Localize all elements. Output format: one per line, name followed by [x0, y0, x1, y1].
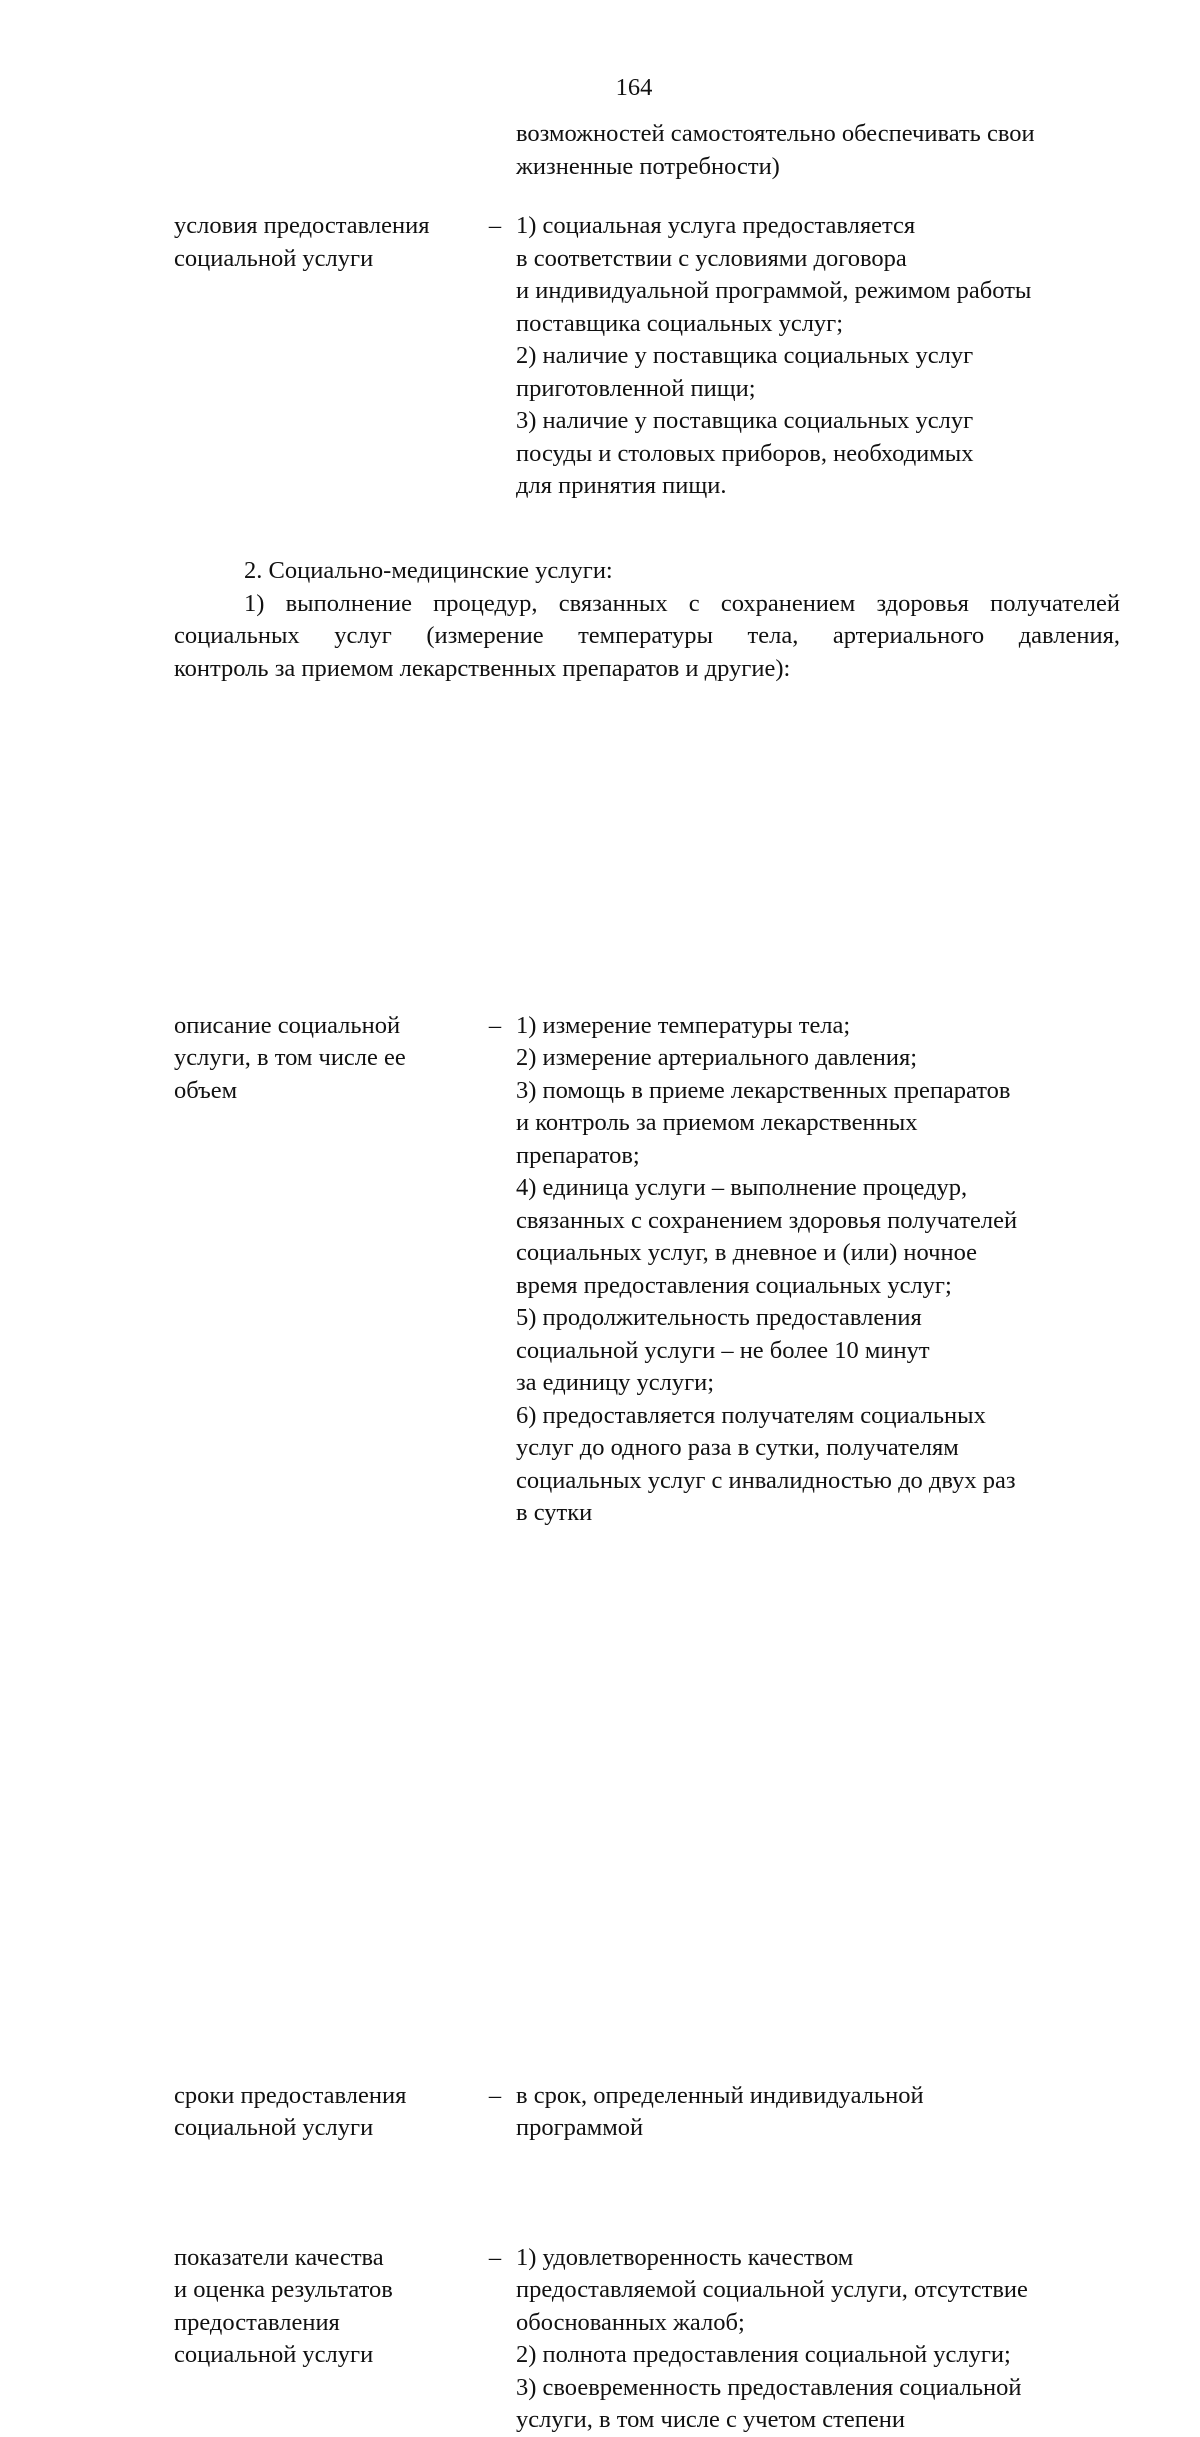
- paragraph-line: 1) выполнение процедур, связанных с сохранением здоровья получателей: [244, 589, 1120, 617]
- value-line: 1) измерение температуры тела;: [516, 1011, 851, 1039]
- value-line: за единицу услуги;: [516, 1369, 715, 1396]
- section-intro-paragraph: [174, 588, 1120, 686]
- value-line: 2) полнота предоставления социальной услуги;: [516, 2341, 1011, 2368]
- quality-value: [516, 2242, 1120, 2437]
- conditions-label: [174, 210, 474, 275]
- dash-glyph: –: [488, 1011, 502, 1039]
- value-line: связанных с сохранением здоровья получателей: [516, 1206, 1018, 1234]
- value-line: 3) наличие у поставщика социальных услуг: [516, 407, 974, 434]
- section-2: [174, 555, 1120, 685]
- quality-label: [174, 2242, 474, 2372]
- conditions-value: [516, 210, 1120, 503]
- value-line: в сутки: [516, 1499, 593, 1526]
- terms-label: [174, 2080, 474, 2145]
- value-line: услуги, в том числе с учетом степени: [516, 2406, 905, 2433]
- value-line: программой: [516, 2114, 644, 2141]
- label-line: сроки предоставления: [174, 2081, 407, 2109]
- label-line: услуги, в том числе ее: [174, 1044, 406, 1071]
- value-line: и индивидуальной программой, режимом работы: [516, 277, 1032, 304]
- value-line: 3) помощь в приеме лекарственных препаратов: [516, 1076, 1011, 1104]
- value-line: в срок, определенный индивидуальной: [516, 2081, 924, 2109]
- label-line: социальной услуги: [174, 2114, 374, 2141]
- terms-row: [174, 2080, 1120, 2145]
- section-heading: 2. Социально-медицинские услуги:: [244, 557, 613, 584]
- continuation-text: [174, 118, 1120, 183]
- quality-row: [174, 2242, 1120, 2437]
- value-line: социальных услуг с инвалидностью до двух раз: [516, 1466, 1016, 1494]
- value-line: 2) наличие у поставщика социальных услуг: [516, 342, 974, 369]
- value-line: 2) измерение артериального давления;: [516, 1044, 918, 1071]
- dash-glyph: –: [488, 2243, 502, 2271]
- description-value: [516, 1010, 1120, 1530]
- value-line: услуг до одного раза в сутки, получателям: [516, 1434, 959, 1461]
- value-line: 1) социальная услуга предоставляется: [516, 212, 916, 239]
- value-line: приготовленной пищи;: [516, 374, 756, 402]
- value-line: для принятия пищи.: [516, 472, 727, 499]
- label-line: предоставления: [174, 2308, 340, 2336]
- value-line: посуды и столовых приборов, необходимых: [516, 439, 974, 467]
- conditions-row: [174, 210, 1120, 503]
- terms-value: [516, 2080, 1120, 2145]
- value-line: 6) предоставляется получателям социальных: [516, 1401, 986, 1429]
- label-line: и оценка результатов: [174, 2276, 393, 2303]
- value-line: поставщика социальных услуг;: [516, 309, 844, 337]
- value-line: обоснованных жалоб;: [516, 2308, 745, 2336]
- dash-separator: [485, 1010, 505, 1043]
- dash-glyph: –: [488, 2081, 502, 2109]
- value-line: препаратов;: [516, 1141, 640, 1169]
- label-line: условия предоставления: [174, 212, 430, 239]
- dash-separator: [485, 2242, 505, 2275]
- value-line: предоставляемой социальной услуги, отсутствие: [516, 2276, 1028, 2303]
- text-line: жизненные потребности): [516, 152, 780, 180]
- label-line: социальной услуги: [174, 2341, 374, 2368]
- label-line: социальной услуги: [174, 244, 374, 272]
- text-line: возможностей самостоятельно обеспечивать свои: [516, 120, 1035, 147]
- dash-separator: [485, 210, 505, 243]
- page-number: 164: [615, 74, 653, 101]
- value-line: 5) продолжительность предоставления: [516, 1304, 922, 1331]
- description-label: [174, 1010, 474, 1108]
- paragraph-line: контроль за приемом лекарственных препаратов и другие):: [174, 654, 791, 682]
- value-line: в соответствии с условиями договора: [516, 244, 907, 272]
- value-line: 4) единица услуги – выполнение процедур,: [516, 1174, 968, 1201]
- value-line: 3) своевременность предоставления социальной: [516, 2373, 1022, 2401]
- value-line: социальной услуги – не более 10 минут: [516, 1336, 930, 1364]
- dash-glyph: –: [488, 212, 502, 239]
- paragraph-line: социальных услуг (измерение температуры тела, артериального давления,: [174, 622, 1120, 649]
- label-line: объем: [174, 1076, 238, 1104]
- value-line: время предоставления социальных услуг;: [516, 1271, 952, 1299]
- value-line: 1) удовлетворенность качеством: [516, 2243, 854, 2271]
- dash-separator: [485, 2080, 505, 2113]
- label-line: показатели качества: [174, 2243, 384, 2271]
- description-row: [174, 1010, 1120, 1530]
- value-line: социальных услуг, в дневное и (или) ночное: [516, 1239, 978, 1266]
- label-line: описание социальной: [174, 1011, 401, 1039]
- value-line: и контроль за приемом лекарственных: [516, 1109, 918, 1136]
